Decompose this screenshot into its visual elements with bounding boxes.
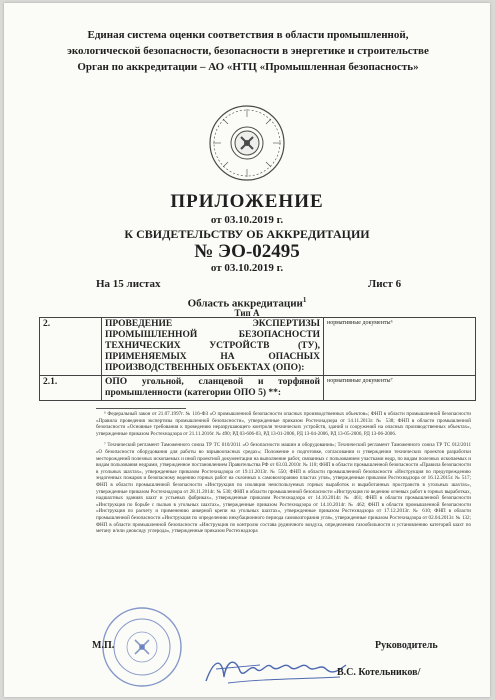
title-date: от 03.10.2019 г. — [210, 214, 284, 226]
header-line-1: Единая система оценки соответствия в области промышленной, — [87, 29, 409, 41]
row-documents: нормативные документы⁶ — [324, 318, 476, 376]
signer-name: В.С. Котельников/ — [337, 667, 421, 678]
row-number: 2. — [40, 318, 102, 376]
row-documents: нормативные документы⁷ — [324, 376, 476, 401]
document-title: ПРИЛОЖЕНИЕ — [170, 191, 324, 212]
area-title-text: Область аккредитации — [187, 297, 303, 310]
table-row — [40, 318, 476, 376]
footnote-6: ⁶ Федеральный закон от 21.07.1997г. № 116-ФЗ «О промышленной безопасности опасных производственных объектов»; ФНП в области промышленной безопасности «Правила проведения экспертизы промышленной безопасности», утвержденные приказом Ростехнадзора от 14.11.2013г. № 538; ФНП в области промышленной безопасности «Основные требования к проведению неразрушающего контроля технических устройств, зданий и сооружений на опасных производственных объектах», утвержденные приказом Ростехнадзора от 21.11.2016г. № 490; РД 03-606-03, РД 13-01-2006, РД 13-04-2006, РД 13-05-2006, РД 13-06-2006. — [96, 411, 471, 437]
footnote-7: ⁷ Технический регламент Таможенного союза ТР ТС 010/2011 «О безопасности машин и оборудования»; Технический регламент Таможенного союза ТР ТС 012/2011 «О безопасности оборудования для работы во взрывоопасных средах»; Положение о подготовке, согласовании и утверждении технических проектов разработки месторождений полезных ископаемых и иной проектной документации на выполнение работ, связанных с пользованием участками недр, по видам полезных ископаемых и видам пользования недрами, утвержденное постановлением Правительства РФ от 03.03.2010г. № 118; ФНП в области промышленной безопасности «Правила безопасности в угольных шахтах», утвержденные приказом Ростехнадзора от 19.11.2013г. № 550; ФНП в области промышленной безопасности «Инструкция по предупреждению эндогенных пожаров и безопасному ведению горных работ на склонных к самовозгоранию пластах угля», утвержденные приказом Ростехнадзора от 16.12.2015г. № 517; ФНП в области промышленной безопасности «Инструкция по изоляции неиспользуемых горных выработок и выработанных пространств в угольных шахтах», утвержденные приказом Ростехнадзора от 28.11.2014г. № 530; ФНП в области промышленной безопасности «Инструкция по ведению огневых работ в горных выработках, надшахтных зданиях шахт и устьевых фабриках», утвержденные приказом Ростехнадзора от 14.10.2014г. № 461; ФНП в области промышленной безопасности «Инструкция по борьбе с пылью в угольных шахтах», утвержденные приказом Ростехнадзора от 14.10.2014г. № 462; ФНП в области промышленной безопасности «Инструкция по расчету и применению анкерной крепи на угольных шахтах», утвержденные приказом Ростехнадзора от 17.12.2013г. № 610; ФНП в области промышленной безопасности «Инструкция по определению инкубационного периода самовозгорания угля», утвержденные приказом Ростехнадзора от 02.04.2013г. № 132; ФНП в области промышленной безопасности «Инструкция по контролю состава рудничного воздуха, определению газообильности и установлению категорий шахт по метану и/или диоксиду углерода», утвержденные приказом Ростехнадзора — [96, 442, 471, 535]
document-page — [4, 3, 490, 697]
handwritten-signature-icon — [200, 649, 350, 689]
area-title-footnote-mark: 1 — [302, 296, 307, 304]
row-description: ПРОВЕДЕНИЕ ЭКСПЕРТИЗЫ ПРОМЫШЛЕННОЙ БЕЗОПАСНОСТИ ТЕХНИЧЕСКИХ УСТРОЙСТВ (ТУ), ПРИМЕНЯЕМЫХ НА ОПАСНЫХ ПРОИЗВОДСТВЕННЫХ ОБЪЕКТАХ (ОПО): — [102, 318, 324, 376]
accreditation-scope-table — [39, 317, 476, 401]
sheet-number: Лист 6 — [368, 278, 402, 290]
certificate-date: от 03.10.2019 г. — [210, 262, 284, 274]
sheet-count: На 15 листах — [96, 278, 161, 290]
certificate-heading: К СВИДЕТЕЛЬСТВУ ОБ АККРЕДИТАЦИИ — [124, 227, 370, 241]
footnote-divider — [96, 408, 186, 409]
signer-role: Руководитель — [375, 640, 438, 651]
document-header — [24, 27, 472, 75]
certificate-number: № ЭО-02495 — [194, 241, 300, 262]
footnotes — [96, 411, 471, 540]
table-row — [40, 376, 476, 401]
row-number: 2.1. — [40, 376, 102, 401]
header-line-3: Орган по аккредитации – АО «НТЦ «Промышленная безопасность» — [77, 61, 419, 73]
row-description: ОПО угольной, сланцевой и торфяной промышленности (категории ОПО 5) **: — [102, 376, 324, 401]
stamp-label: М.П. — [92, 640, 115, 651]
accreditation-type: Тип А — [234, 308, 260, 318]
header-line-2: экологической безопасности, безопасности в энергетике и строительстве — [67, 45, 429, 57]
organization-emblem-icon — [207, 103, 287, 183]
